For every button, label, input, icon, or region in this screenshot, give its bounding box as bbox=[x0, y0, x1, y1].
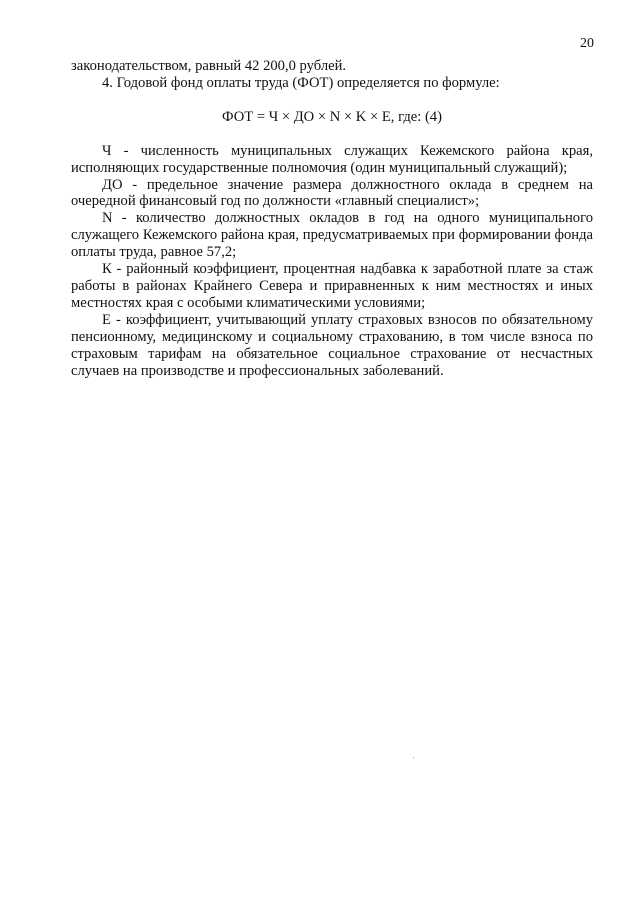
scan-artifact-dot bbox=[413, 757, 414, 758]
definition-k: К - районный коэффициент, процентная надбавка к заработной плате за стаж работы в районах Крайнего Севера и приравненных к ним местностях и иных местностях края с особыми климатическими условиями; bbox=[71, 261, 593, 311]
paragraph-item-4: 4. Годовой фонд оплаты труда (ФОТ) определяется по формуле: bbox=[102, 74, 500, 91]
document-body bbox=[71, 58, 593, 379]
definition-n: N - количество должностных окладов в год на одного муниципального служащего Кежемского района края, предусматриваемых при формировании фонда оплаты труда, равное 57,2; bbox=[71, 210, 593, 261]
definition-e: Е - коэффициент, учитывающий уплату страховых взносов по обязательному пенсионному, медицинскому и социальному страхованию, в том числе взноса по страховым тарифам на обязательное социальное страхование от несчастных случаев на производстве и профессиональных заболеваний. bbox=[71, 311, 593, 379]
formula-block bbox=[71, 109, 593, 126]
paragraph-intro: законодательством, равный 42 200,0 рублей. bbox=[71, 58, 347, 74]
definition-ch: Ч - численность муниципальных служащих Кежемского района края, исполняющих государственные полномочия (один муниципальный служащий); bbox=[71, 142, 593, 176]
definition-do: ДО - предельное значение размера должностного оклада в среднем на очередной финансовый год по должности «главный специалист»; bbox=[71, 176, 593, 210]
page-number: 20 bbox=[580, 36, 594, 51]
formula-text: ФОТ = Ч × ДО × N × K × E, где: (4) bbox=[222, 108, 442, 125]
